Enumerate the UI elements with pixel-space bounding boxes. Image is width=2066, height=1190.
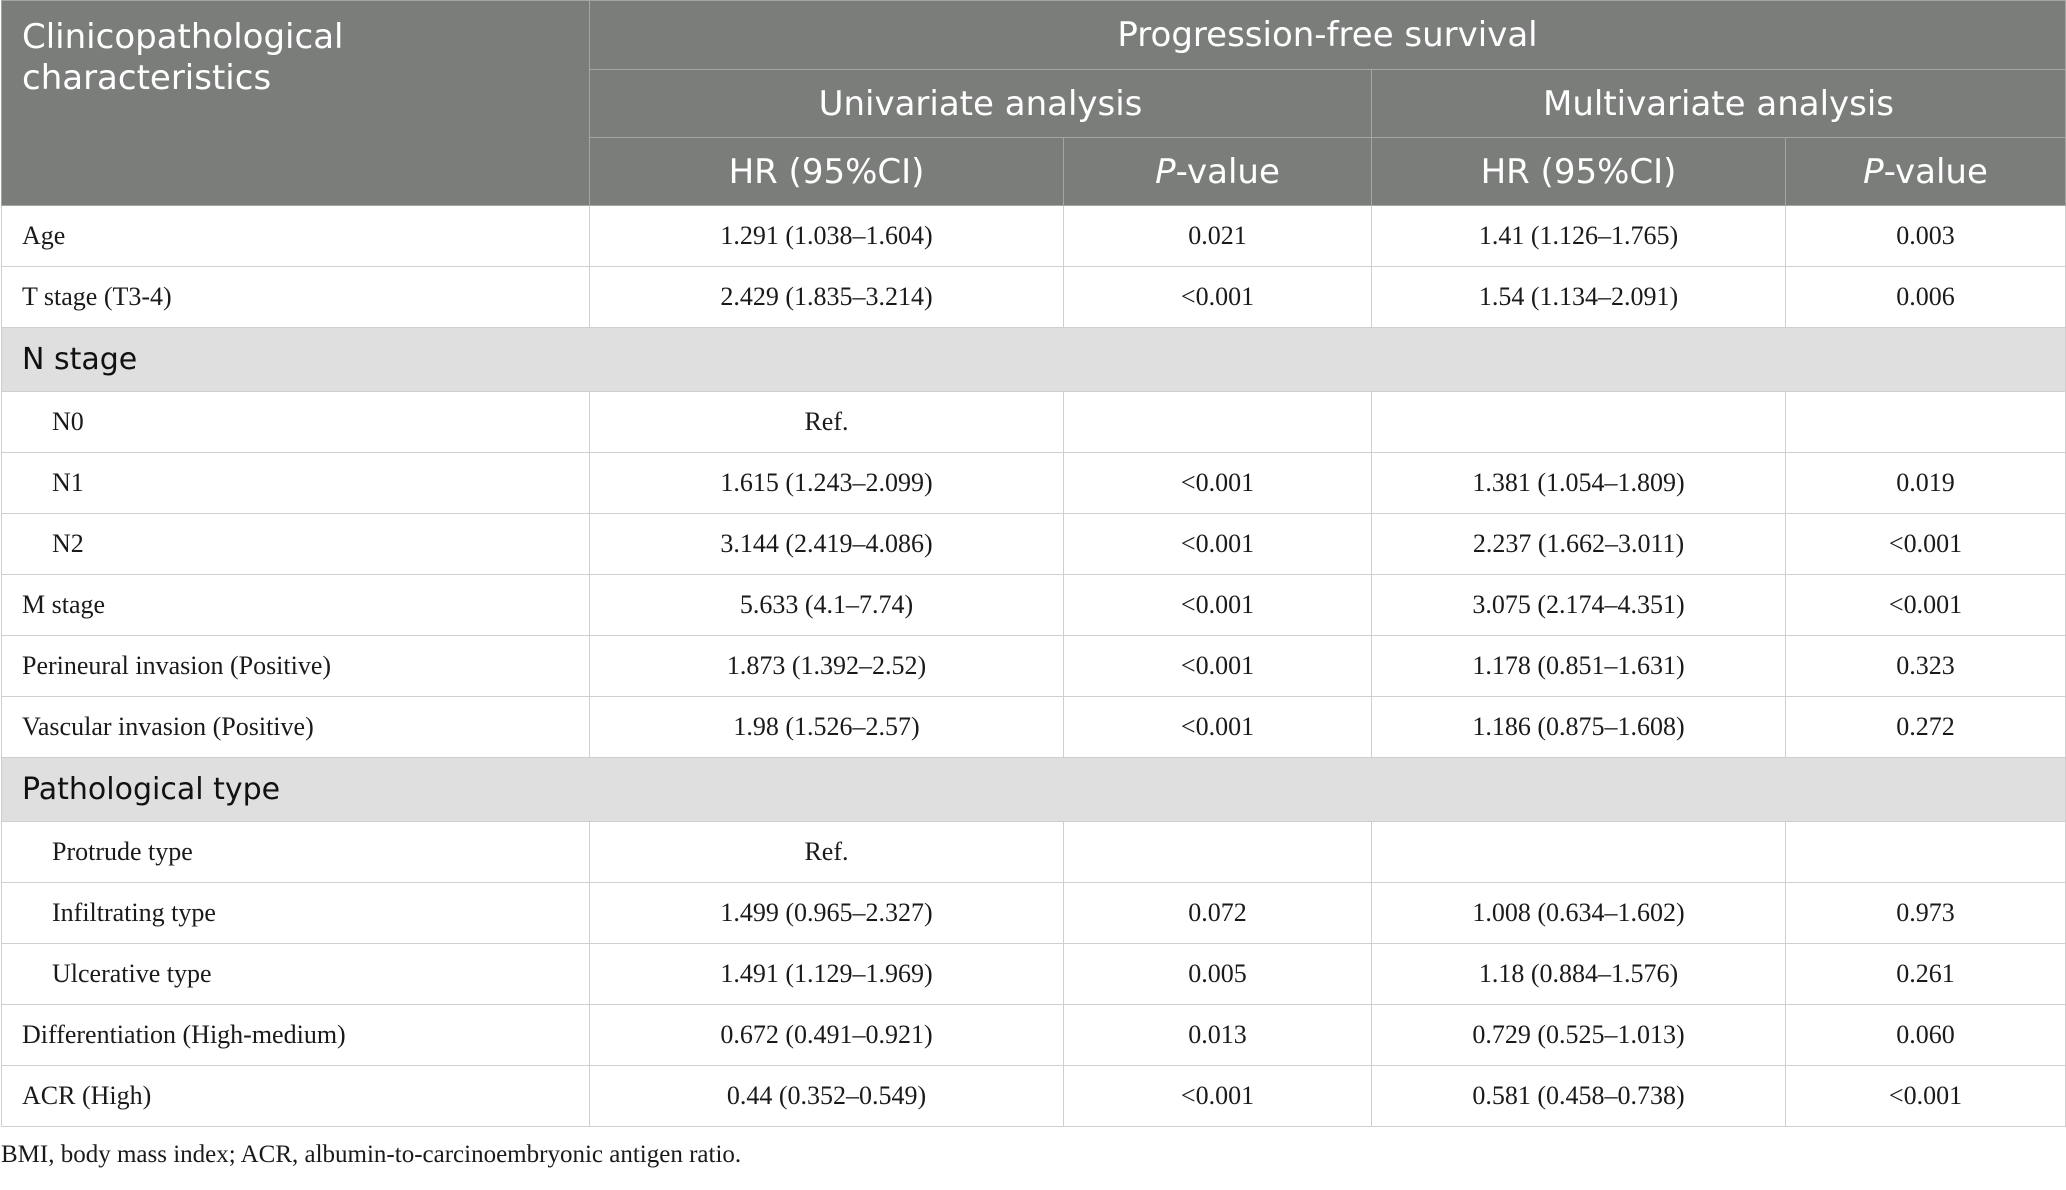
multivariate-hr-cell: 3.075 (2.174–4.351) [1372,575,1786,636]
table-row [2,697,2066,758]
multivariate-p-cell [1786,822,2066,883]
row-label: M stage [2,575,590,636]
univariate-header: Univariate analysis [590,70,1372,138]
univariate-p-cell [1064,822,1372,883]
p-suffix: -value [1883,151,1988,192]
table-row [2,392,2066,453]
multivariate-p-cell: <0.001 [1786,575,2066,636]
univariate-hr-cell: 1.291 (1.038–1.604) [590,206,1064,267]
multivariate-hr-cell: 1.008 (0.634–1.602) [1372,883,1786,944]
section-row [2,328,2066,392]
univariate-hr-header: HR (95%CI) [590,138,1064,206]
univariate-hr-cell: 1.873 (1.392–2.52) [590,636,1064,697]
univariate-p-cell: 0.005 [1064,944,1372,1005]
multivariate-p-cell: <0.001 [1786,1066,2066,1127]
multivariate-hr-cell: 2.237 (1.662–3.011) [1372,514,1786,575]
corner-header: Clinicopathological characteristics [2,1,590,206]
univariate-hr-cell: 0.44 (0.352–0.549) [590,1066,1064,1127]
table-row [2,206,2066,267]
univariate-hr-cell: 2.429 (1.835–3.214) [590,267,1064,328]
multivariate-p-cell: 0.973 [1786,883,2066,944]
univariate-hr-cell: 5.633 (4.1–7.74) [590,575,1064,636]
row-label: Vascular invasion (Positive) [2,697,590,758]
multivariate-p-cell: 0.323 [1786,636,2066,697]
table-row [2,883,2066,944]
row-label: Infiltrating type [2,883,590,944]
table-row [2,267,2066,328]
section-label: N stage [2,328,2066,392]
univariate-p-cell [1064,392,1372,453]
row-label: Age [2,206,590,267]
univariate-hr-cell: 3.144 (2.419–4.086) [590,514,1064,575]
p-italic: P [1155,151,1176,192]
multivariate-header: Multivariate analysis [1372,70,2066,138]
multivariate-hr-cell: 1.381 (1.054–1.809) [1372,453,1786,514]
cox-regression-table [1,0,2066,1127]
table-body [2,206,2066,1127]
table-row [2,1005,2066,1066]
table-row [2,1066,2066,1127]
row-label: N0 [2,392,590,453]
row-label: T stage (T3-4) [2,267,590,328]
univariate-hr-cell: 1.615 (1.243–2.099) [590,453,1064,514]
multivariate-hr-cell: 1.54 (1.134–2.091) [1372,267,1786,328]
univariate-hr-cell: 1.499 (0.965–2.327) [590,883,1064,944]
multivariate-hr-cell [1372,822,1786,883]
multivariate-hr-cell: 0.581 (0.458–0.738) [1372,1066,1786,1127]
row-label: Ulcerative type [2,944,590,1005]
section-label: Pathological type [2,758,2066,822]
row-label: Differentiation (High-medium) [2,1005,590,1066]
row-label: Protrude type [2,822,590,883]
multivariate-p-cell: 0.272 [1786,697,2066,758]
section-row [2,758,2066,822]
row-label: ACR (High) [2,1066,590,1127]
univariate-hr-cell: 1.98 (1.526–2.57) [590,697,1064,758]
multivariate-p-cell: <0.001 [1786,514,2066,575]
table-header [2,1,2066,206]
multivariate-p-cell: 0.003 [1786,206,2066,267]
multivariate-p-cell: 0.019 [1786,453,2066,514]
multivariate-p-cell [1786,392,2066,453]
p-suffix: -value [1175,151,1280,192]
multivariate-p-cell: 0.261 [1786,944,2066,1005]
pfs-group-header: Progression-free survival [590,1,2066,70]
table-row [2,636,2066,697]
univariate-p-cell: <0.001 [1064,1066,1372,1127]
table-row [2,453,2066,514]
multivariate-hr-cell [1372,392,1786,453]
multivariate-p-cell: 0.060 [1786,1005,2066,1066]
univariate-hr-cell: 0.672 (0.491–0.921) [590,1005,1064,1066]
p-italic: P [1863,151,1884,192]
univariate-hr-cell: Ref. [590,822,1064,883]
univariate-p-cell: 0.021 [1064,206,1372,267]
multivariate-hr-header: HR (95%CI) [1372,138,1786,206]
multivariate-hr-cell: 1.41 (1.126–1.765) [1372,206,1786,267]
univariate-p-cell: <0.001 [1064,514,1372,575]
univariate-p-cell: <0.001 [1064,697,1372,758]
univariate-p-cell: <0.001 [1064,636,1372,697]
table-row [2,575,2066,636]
table-row [2,822,2066,883]
univariate-p-header [1064,138,1372,206]
multivariate-p-header [1786,138,2066,206]
univariate-p-cell: <0.001 [1064,267,1372,328]
row-label: Perineural invasion (Positive) [2,636,590,697]
table-row [2,944,2066,1005]
row-label: N1 [2,453,590,514]
univariate-p-cell: 0.072 [1064,883,1372,944]
multivariate-hr-cell: 1.178 (0.851–1.631) [1372,636,1786,697]
univariate-hr-cell: 1.491 (1.129–1.969) [590,944,1064,1005]
multivariate-p-cell: 0.006 [1786,267,2066,328]
table-row [2,514,2066,575]
univariate-p-cell: <0.001 [1064,575,1372,636]
table-footnote: BMI, body mass index; ACR, albumin-to-carcinoembryonic antigen ratio. [1,1141,742,1168]
multivariate-hr-cell: 1.18 (0.884–1.576) [1372,944,1786,1005]
univariate-p-cell: 0.013 [1064,1005,1372,1066]
univariate-p-cell: <0.001 [1064,453,1372,514]
row-label: N2 [2,514,590,575]
multivariate-hr-cell: 0.729 (0.525–1.013) [1372,1005,1786,1066]
multivariate-hr-cell: 1.186 (0.875–1.608) [1372,697,1786,758]
univariate-hr-cell: Ref. [590,392,1064,453]
